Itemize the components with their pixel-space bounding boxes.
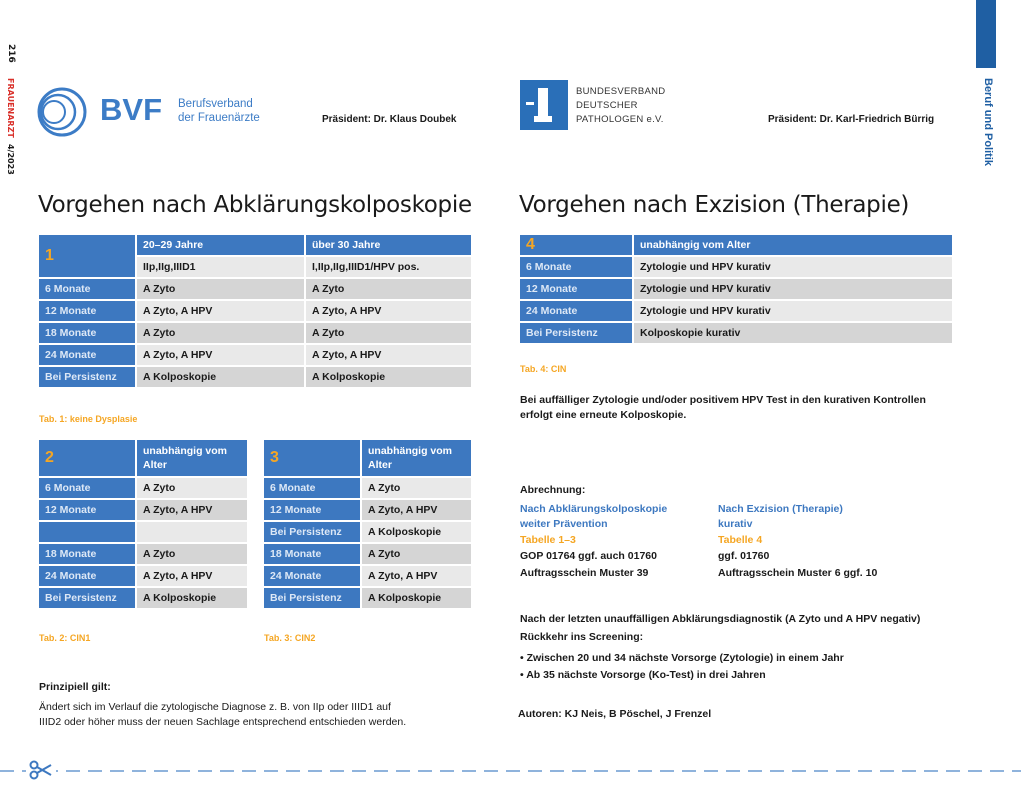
cell: A Kolposkopie bbox=[137, 367, 304, 387]
bdp-name-line2: DEUTSCHER bbox=[576, 100, 638, 111]
cell: A Zyto bbox=[306, 323, 471, 343]
page-number: 216 bbox=[6, 44, 16, 63]
bill-right-line4: ggf. 01760 bbox=[718, 550, 770, 562]
cell: A Zyto, A HPV bbox=[137, 500, 247, 520]
cell: A Zyto, A HPV bbox=[137, 566, 247, 586]
cell: A Zyto bbox=[137, 544, 247, 564]
table-row bbox=[520, 301, 952, 321]
cell: A Zyto, A HPV bbox=[306, 301, 471, 321]
table-1-number: 1 bbox=[39, 235, 135, 277]
bill-left-line3: Tabelle 1–3 bbox=[520, 534, 576, 546]
cell: A Zyto, A HPV bbox=[137, 301, 304, 321]
table-row bbox=[520, 323, 952, 343]
table-row bbox=[264, 478, 471, 498]
bill-right-line1: Nach Exzision (Therapie) bbox=[718, 503, 843, 515]
cell: A Zyto, A HPV bbox=[362, 500, 471, 520]
issue-number: 4/2023 bbox=[6, 144, 15, 175]
table-4-number: 4 bbox=[520, 235, 632, 255]
bvf-abbreviation: BVF bbox=[100, 92, 162, 127]
principle-text-line2: IIID2 oder höher muss der neuen Sachlage entsprechend entschieden werden. bbox=[39, 716, 407, 728]
authors: Autoren: KJ Neis, B Pöschel, J Frenzel bbox=[518, 708, 712, 720]
cell: A Kolposkopie bbox=[362, 588, 471, 608]
table-row bbox=[39, 588, 247, 608]
cell: A Zyto, A HPV bbox=[137, 345, 304, 365]
cell: Zytologie und HPV kurativ bbox=[634, 257, 952, 277]
bill-right-line5: Auftragsschein Muster 6 ggf. 10 bbox=[718, 567, 878, 579]
bvf-name-line1: Berufsverband bbox=[178, 98, 253, 110]
cut-line bbox=[0, 770, 1021, 772]
table-1-col2-sub: I,IIp,IIg,IIID1/HPV pos. bbox=[306, 257, 471, 277]
right-section-title: Vorgehen nach Exzision (Therapie) bbox=[519, 192, 910, 218]
bdp-name-line3: PATHOLOGEN e.V. bbox=[576, 114, 664, 125]
row-label: 18 Monate bbox=[39, 323, 135, 343]
table-1-col2-head: über 30 Jahre bbox=[306, 235, 471, 255]
table-2-number: 2 bbox=[39, 440, 135, 476]
cell: A Zyto bbox=[306, 279, 471, 299]
row-label: 6 Monate bbox=[39, 279, 135, 299]
cell: A Kolposkopie bbox=[137, 588, 247, 608]
row-label: 24 Monate bbox=[520, 301, 632, 321]
table-2-head: unabhängig vom Alter bbox=[137, 440, 247, 476]
list-item bbox=[520, 651, 844, 666]
section-label: Beruf und Politik bbox=[982, 78, 994, 166]
table-row bbox=[39, 345, 471, 365]
cell: A Zyto, A HPV bbox=[362, 566, 471, 586]
note-line2: erfolgt eine erneute Kolposkopie. bbox=[520, 409, 687, 421]
row-label: Bei Persistenz bbox=[39, 367, 135, 387]
table-2 bbox=[37, 438, 249, 610]
bill-left-line4: GOP 01764 ggf. auch 01760 bbox=[520, 550, 657, 562]
magazine-name: FRAUENARZT bbox=[6, 78, 15, 138]
after-line2: Rückkehr ins Screening: bbox=[520, 631, 644, 643]
table-row bbox=[39, 566, 247, 586]
row-label: 24 Monate bbox=[39, 566, 135, 586]
cell: A Kolposkopie bbox=[306, 367, 471, 387]
table-4 bbox=[518, 233, 954, 345]
bill-left-line1: Nach Abklärungskolposkopie bbox=[520, 503, 668, 515]
row-label: 12 Monate bbox=[520, 279, 632, 299]
row-label: 12 Monate bbox=[39, 500, 135, 520]
table-1-caption: Tab. 1: keine Dysplasie bbox=[39, 414, 138, 424]
principle-title: Prinzipiell gilt: bbox=[39, 681, 111, 693]
table-row bbox=[39, 478, 247, 498]
table-1 bbox=[37, 233, 473, 389]
table-row bbox=[39, 301, 471, 321]
cell: Zytologie und HPV kurativ bbox=[634, 279, 952, 299]
bullet-text: Zwischen 20 und 34 nächste Vorsorge (Zytologie) in einem Jahr bbox=[526, 652, 844, 664]
table-row bbox=[39, 367, 471, 387]
bvf-president: Präsident: Dr. Klaus Doubek bbox=[322, 114, 457, 125]
row-label: 6 Monate bbox=[39, 478, 135, 498]
bullet-icon: • bbox=[520, 652, 527, 664]
row-label: Bei Persistenz bbox=[264, 588, 360, 608]
table-row bbox=[264, 500, 471, 520]
table-row bbox=[520, 279, 952, 299]
cell: A Kolposkopie bbox=[362, 522, 471, 542]
left-section-title: Vorgehen nach Abklärungskolposkopie bbox=[38, 192, 472, 218]
row-label: Bei Persistenz bbox=[39, 588, 135, 608]
table-row bbox=[264, 544, 471, 564]
table-row bbox=[264, 588, 471, 608]
table-row bbox=[39, 544, 247, 564]
table-1-col1-head: 20–29 Jahre bbox=[137, 235, 304, 255]
table-1-col1-sub: IIp,IIg,IIID1 bbox=[137, 257, 304, 277]
row-label: 24 Monate bbox=[264, 566, 360, 586]
cell: A Zyto bbox=[137, 323, 304, 343]
cell bbox=[137, 522, 247, 542]
bill-left-line5: Auftragsschein Muster 39 bbox=[520, 567, 649, 579]
cell: A Zyto bbox=[137, 478, 247, 498]
row-label: 6 Monate bbox=[264, 478, 360, 498]
bvf-logo-icon bbox=[36, 86, 88, 142]
bdp-name-line1: BUNDESVERBAND bbox=[576, 86, 666, 97]
cell: A Zyto bbox=[362, 478, 471, 498]
row-label: 24 Monate bbox=[39, 345, 135, 365]
table-row bbox=[39, 522, 247, 542]
row-label: Bei Persistenz bbox=[264, 522, 360, 542]
billing-title: Abrechnung: bbox=[520, 484, 586, 496]
row-label: 12 Monate bbox=[264, 500, 360, 520]
cell: A Zyto bbox=[137, 279, 304, 299]
table-3-number: 3 bbox=[264, 440, 360, 476]
principle-text-line1: Ändert sich im Verlauf die zytologische Diagnose z. B. von IIp oder IIID1 auf bbox=[39, 701, 391, 713]
bill-right-line2: kurativ bbox=[718, 518, 753, 530]
cell: Zytologie und HPV kurativ bbox=[634, 301, 952, 321]
table-row bbox=[264, 566, 471, 586]
bullet-icon: • bbox=[520, 669, 527, 681]
cell: Kolposkopie kurativ bbox=[634, 323, 952, 343]
row-label: 18 Monate bbox=[39, 544, 135, 564]
note-line1: Bei auffälliger Zytologie und/oder positivem HPV Test in den kurativen Kontrollen bbox=[520, 394, 926, 406]
bill-right-line3: Tabelle 4 bbox=[718, 534, 763, 546]
cell: A Zyto, A HPV bbox=[306, 345, 471, 365]
row-label bbox=[39, 522, 135, 542]
list-item bbox=[520, 668, 766, 683]
row-label: 18 Monate bbox=[264, 544, 360, 564]
table-4-head: unabhängig vom Alter bbox=[634, 235, 952, 255]
scissors-icon bbox=[26, 760, 56, 784]
after-line1: Nach der letzten unauffälligen Abklärungsdiagnostik (A Zyto und A HPV negativ) bbox=[520, 613, 921, 625]
bullet-text: Ab 35 nächste Vorsorge (Ko-Test) in drei Jahren bbox=[526, 669, 766, 681]
table-3-caption: Tab. 3: CIN2 bbox=[264, 633, 316, 643]
row-label: 6 Monate bbox=[520, 257, 632, 277]
table-row bbox=[39, 279, 471, 299]
row-label: 12 Monate bbox=[39, 301, 135, 321]
table-row bbox=[264, 522, 471, 542]
table-row bbox=[520, 257, 952, 277]
bdp-logo-icon bbox=[520, 80, 568, 134]
bvf-name-line2: der Frauenärzte bbox=[178, 112, 260, 124]
cell: A Zyto bbox=[362, 544, 471, 564]
row-label: Bei Persistenz bbox=[520, 323, 632, 343]
bdp-president: Präsident: Dr. Karl-Friedrich Bürrig bbox=[768, 114, 935, 125]
table-row bbox=[39, 500, 247, 520]
table-2-caption: Tab. 2: CIN1 bbox=[39, 633, 91, 643]
table-3 bbox=[262, 438, 473, 610]
table-row bbox=[39, 323, 471, 343]
table-3-head: unabhängig vom Alter bbox=[362, 440, 471, 476]
table-4-caption: Tab. 4: CIN bbox=[520, 364, 567, 374]
bill-left-line2: weiter Prävention bbox=[520, 518, 608, 530]
section-tab-bar bbox=[976, 0, 996, 68]
